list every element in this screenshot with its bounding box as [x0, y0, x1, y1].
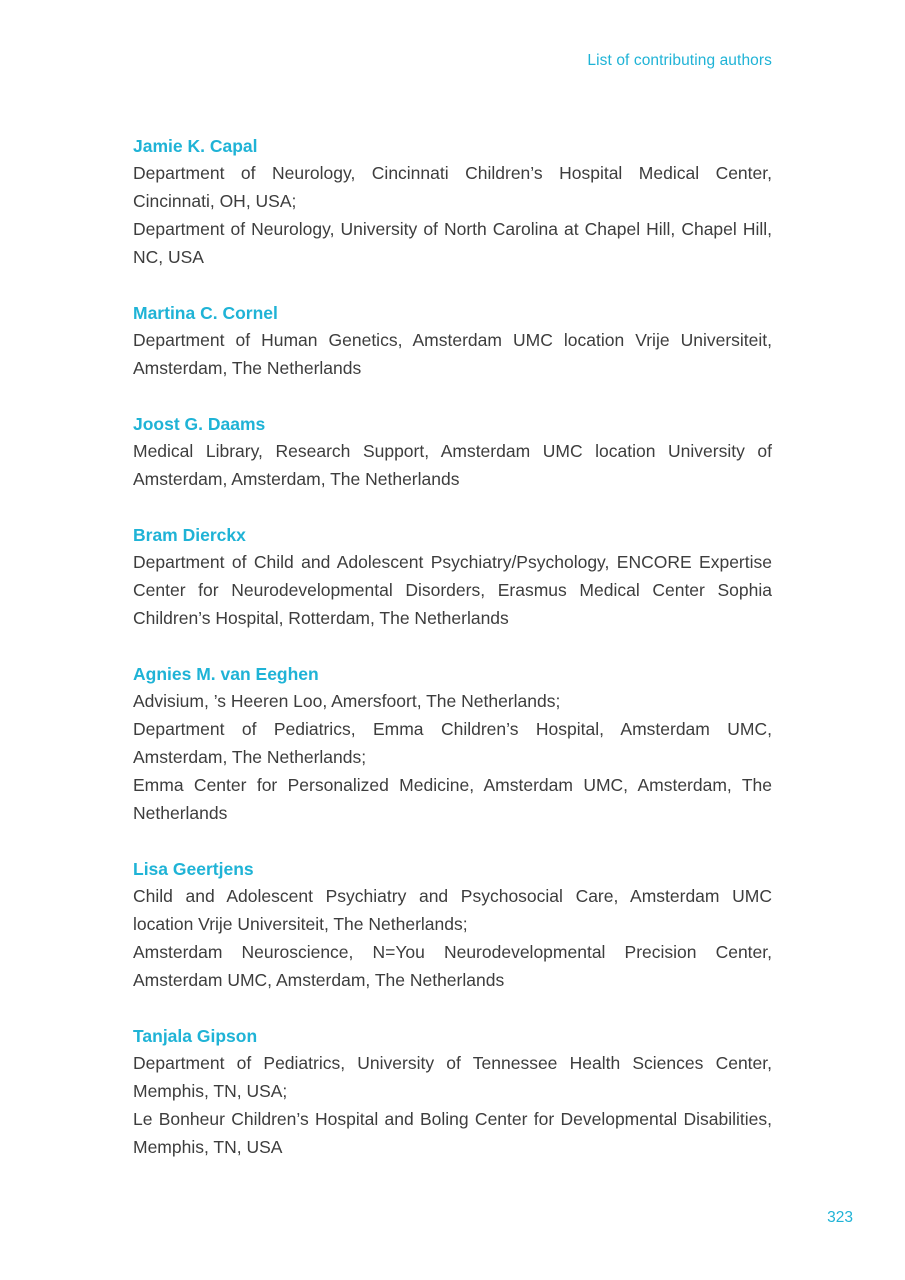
author-name: Jamie K. Capal	[133, 136, 258, 156]
affiliation: Emma Center for Personalized Medicine, Amsterdam UMC, Amsterdam, The Netherlands	[133, 775, 772, 823]
affiliation: Amsterdam Neuroscience, N=You Neurodevelopmental Precision Center, Amsterdam UMC, Amsterdam, The Netherlands	[133, 942, 772, 990]
affiliation: Department of Human Genetics, Amsterdam UMC location Vrije Universiteit, Amsterdam, The Netherlands	[133, 330, 772, 378]
author-name: Joost G. Daams	[133, 414, 266, 434]
running-header: List of contributing authors	[587, 52, 772, 69]
affiliation: Department of Child and Adolescent Psychiatry/Psychology, ENCORE Expertise Center for Neurodevelopmental Disorders, Erasmus Medical Center Sophia Children’s Hospital, Rotterdam, The Netherlands	[133, 552, 772, 628]
author-entry	[133, 856, 772, 994]
author-entry	[133, 1023, 772, 1161]
affiliation: Le Bonheur Children’s Hospital and Boling Center for Developmental Disabilities, Memphis, TN, USA	[133, 1109, 772, 1157]
author-name: Lisa Geertjens	[133, 859, 254, 879]
affiliation: Department of Pediatrics, University of Tennessee Health Sciences Center, Memphis, TN, USA;	[133, 1053, 772, 1101]
author-entry	[133, 300, 772, 382]
affiliation: Advisium, ’s Heeren Loo, Amersfoort, The Netherlands;	[133, 691, 561, 711]
author-entry	[133, 522, 772, 632]
author-name: Agnies M. van Eeghen	[133, 664, 319, 684]
page-number: 323	[827, 1209, 853, 1226]
affiliation: Department of Neurology, University of North Carolina at Chapel Hill, Chapel Hill, NC, USA	[133, 219, 772, 267]
author-name: Tanjala Gipson	[133, 1026, 258, 1046]
affiliation: Child and Adolescent Psychiatry and Psychosocial Care, Amsterdam UMC location Vrije Universiteit, The Netherlands;	[133, 886, 772, 934]
author-entry	[133, 411, 772, 493]
author-entry	[133, 661, 772, 827]
author-list	[133, 133, 772, 1190]
affiliation: Department of Pediatrics, Emma Children’s Hospital, Amsterdam UMC, Amsterdam, The Netherlands;	[133, 719, 772, 767]
affiliation: Medical Library, Research Support, Amsterdam UMC location University of Amsterdam, Amsterdam, The Netherlands	[133, 441, 772, 489]
author-name: Bram Dierckx	[133, 525, 246, 545]
affiliation: Department of Neurology, Cincinnati Children’s Hospital Medical Center, Cincinnati, OH, USA;	[133, 163, 772, 211]
author-name: Martina C. Cornel	[133, 303, 278, 323]
author-entry	[133, 133, 772, 271]
